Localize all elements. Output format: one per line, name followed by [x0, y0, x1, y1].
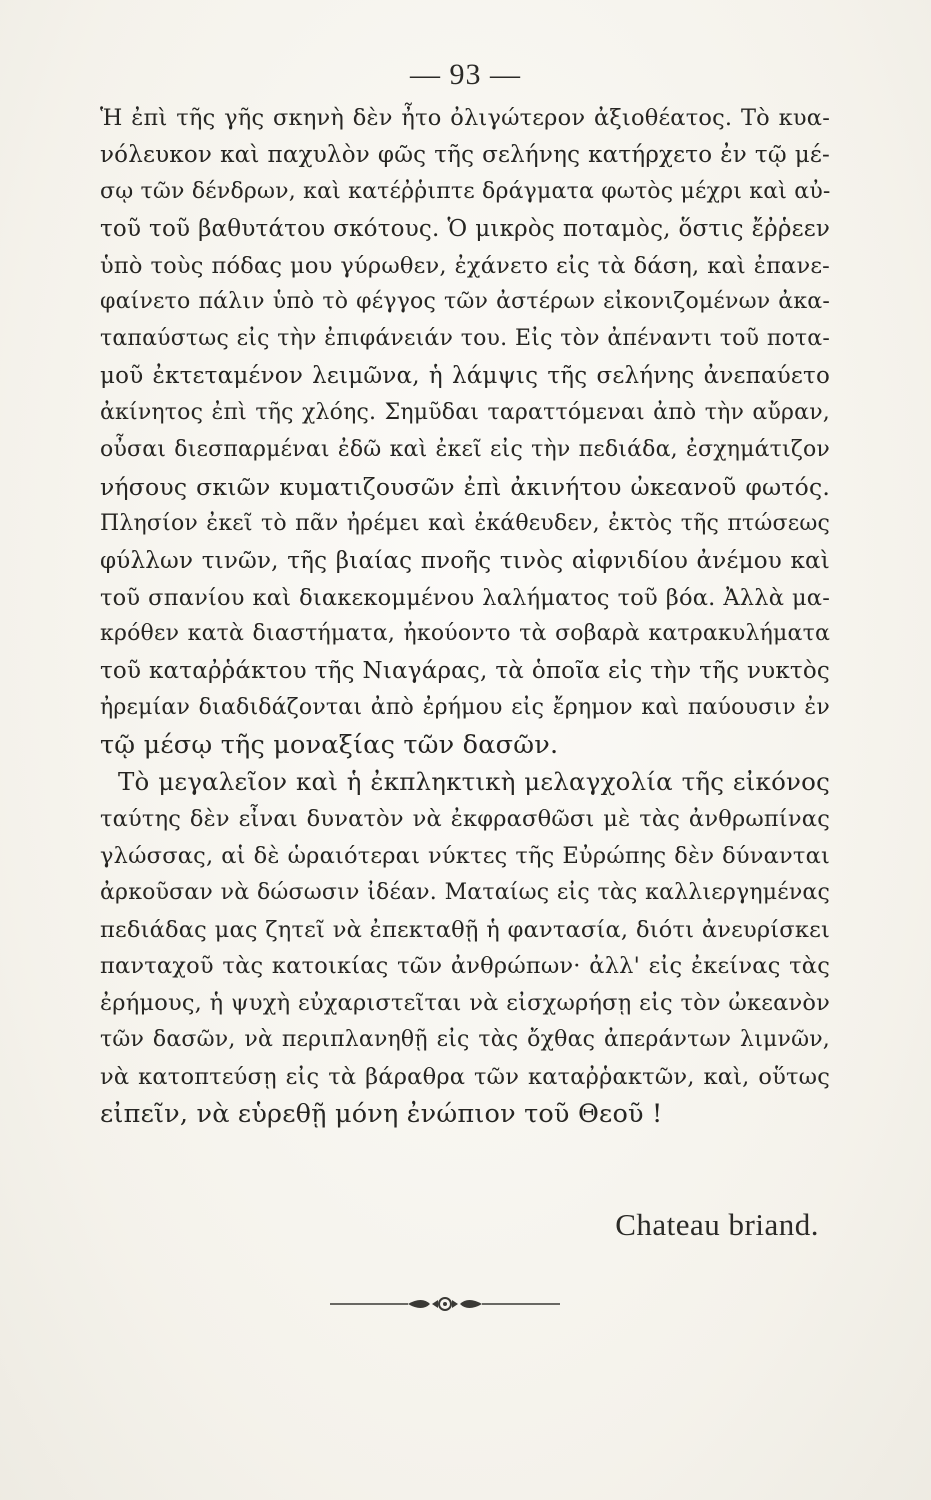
text-line: τῶν δασῶν, νὰ περιπλανηθῇ εἰς τὰς ὄχθας ἀπεράντων λιμνῶν, [100, 1027, 830, 1053]
text-line: ἐρήμους, ἡ ψυχὴ εὐχαριστεῖται νὰ εἰσχωρήσῃ εἰς τὸν ὠκεανὸν [100, 990, 830, 1017]
text-line: τῷ μέσῳ τῆς μοναξίας τῶν δασῶν. [100, 730, 559, 761]
text-line: ὑπὸ τοὺς πόδας μου γύρωθεν, ἐχάνετο εἰς τὰ δάση, καὶ ἐπανε- [100, 252, 830, 279]
text-line: σῳ τῶν δένδρων, καὶ κατέῤῥιπτε δράγματα φωτὸς μέχρι καὶ αὐ- [100, 178, 831, 204]
body-text [100, 100, 830, 1133]
text-line: οὖσαι διεσπαρμέναι ἐδῶ καὶ ἐκεῖ εἰς τὴν πεδιάδα, ἐσχημάτιζον [100, 437, 830, 463]
text-line: πανταχοῦ τὰς κατοικίας τῶν ἀνθρώπων· ἀλλ' εἰς ἐκείνας τὰς [100, 953, 830, 980]
text-line: πεδιάδας μας ζητεῖ νὰ ἐπεκταθῇ ἡ φαντασία, διότι ἀνευρίσκει [100, 916, 830, 943]
text-line: ἀκίνητος ἐπὶ τῆς χλόης. Σημῦδαι ταραττόμεναι ἀπὸ τὴν αὔραν, [100, 400, 830, 426]
text-line: ταπαύστως εἰς τὴν ἐπιφάνειάν του. Εἰς τὸν ἀπέναντι τοῦ ποτα- [100, 326, 830, 352]
text-line: γλώσσας, αἱ δὲ ὡραιότεραι νύκτες τῆς Εὐρώπης δὲν δύνανται [100, 842, 830, 869]
text-line: ἠρεμίαν διαδιδάζονται ἀπὸ ἐρήμου εἰς ἔρημον καὶ παύουσιν ἐν [100, 695, 830, 721]
text-line: τοῦ τοῦ βαθυτάτου σκότους. Ὁ μικρὸς ποταμὸς, ὅστις ἔῤῥεεν [100, 215, 830, 242]
text-line: ἀρκοῦσαν νὰ δώσωσιν ἰδέαν. Ματαίως εἰς τὰς καλλιεργημένας [100, 879, 830, 905]
text-line: φύλλων τινῶν, τῆς βιαίας πνοῆς τινὸς αἰφνιδίου ἀνέμου καὶ [100, 547, 830, 574]
text-line: Τὸ μεγαλεῖον καὶ ἡ ἐκπληκτικὴ μελαγχολία τῆς εἰκόνος [118, 767, 830, 797]
text-line: Πλησίον ἐκεῖ τὸ πᾶν ἠρέμει καὶ ἐκάθευδεν, ἐκτὸς τῆς πτώσεως [100, 510, 830, 536]
text-line: κρόθεν κατὰ διαστήματα, ἠκούοντο τὰ σοβαρὰ κατρακυλήματα [100, 621, 830, 647]
text-line: τοῦ σπανίου καὶ διακεκομμένου λαλήματος τοῦ βόα. Ἀλλὰ μα- [100, 584, 830, 611]
text-line: Ἡ ἐπὶ τῆς γῆς σκηνὴ δὲν ἦτο ὀλιγώτερον ἀξιοθέατος. Τὸ κυα- [100, 105, 830, 131]
text-line: τοῦ καταῤῥάκτου τῆς Νιαγάρας, τὰ ὁποῖα εἰς τὴν τῆς νυκτὸς [100, 658, 830, 685]
text-line: μοῦ ἐκτεταμένον λειμῶνα, ἡ λάμψις τῆς σελήνης ἀνεπαύετο [100, 363, 830, 390]
author-signature: Chateau briand. [615, 1207, 819, 1242]
text-line: εἰπεῖν, νὰ εὑρεθῇ μόνη ἐνώπιον τοῦ Θεοῦ ! [100, 1099, 663, 1130]
text-line: νήσους σκιῶν κυματιζουσῶν ἐπὶ ἀκινήτου ὠκεανοῦ φωτός. [100, 472, 830, 501]
text-line: ταύτης δὲν εἶναι δυνατὸν νὰ ἐκφρασθῶσι μὲ τὰς ἀνθρωπίνας [100, 805, 830, 832]
text-line: φαίνετο πάλιν ὑπὸ τὸ φέγγος τῶν ἀστέρων εἰκονιζομένων ἀκα- [100, 289, 830, 315]
text-line: νόλευκον καὶ παχυλὸν φῶς τῆς σελήνης κατήρχετο ἐν τῷ μέ- [100, 141, 830, 168]
page-number: — 93 — [410, 58, 521, 91]
end-ornament [330, 1290, 560, 1318]
text-line: νὰ κατοπτεύσῃ εἰς τὰ βάραθρα τῶν καταῤῥακτῶν, καὶ, οὕτως [100, 1064, 830, 1091]
